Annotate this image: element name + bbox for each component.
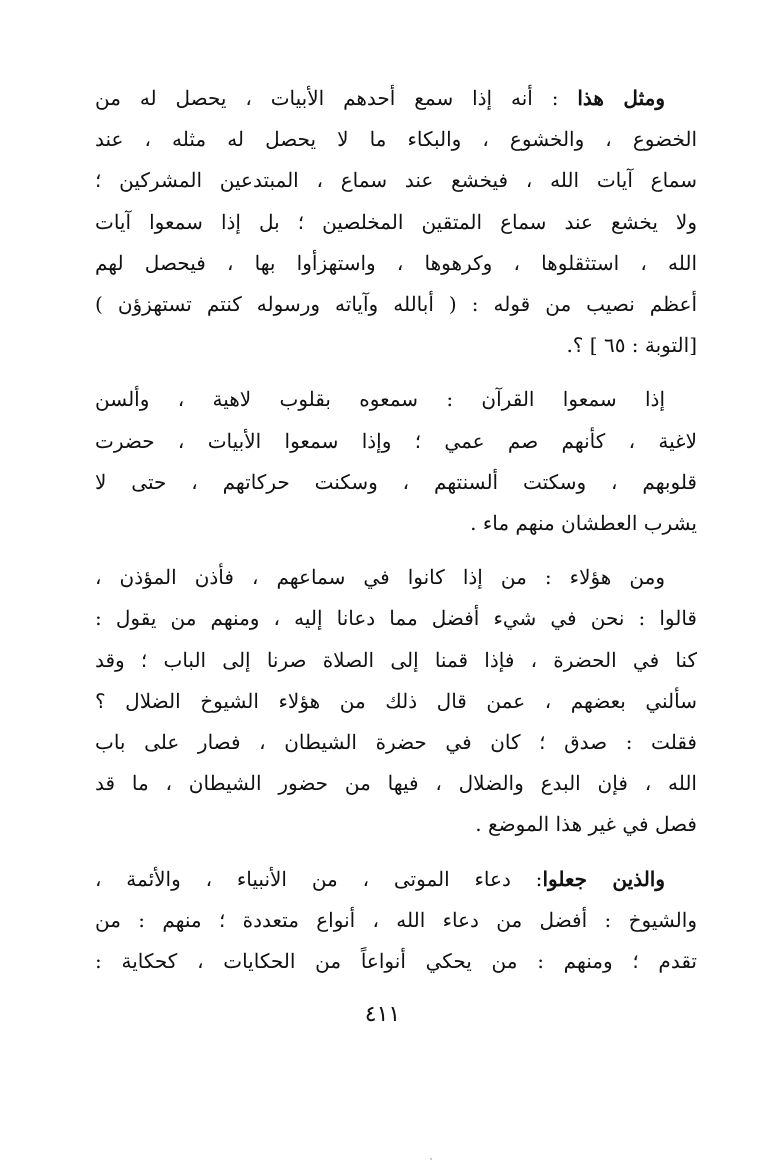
text-line: قالوا : نحن في شيء أفضل مما دعانا إليه ، ومنهم من يقول :	[95, 606, 697, 631]
paragraph-lead: والذين جعلوا	[542, 866, 665, 891]
text-line: الخضوع ، والخشوع ، والبكاء ما لا يحصل له مثله ، عند	[95, 127, 697, 152]
text-line: ولا يخشع عند سماع المتقين المخلصين ؛ بل إذا سمعوا آيات	[95, 209, 697, 234]
paragraph-4	[95, 859, 697, 983]
page-number: ٤١١	[364, 1002, 401, 1027]
text-line: الله ، استثقلوها ، وكرهوها ، واستهزأوا بها ، فيحصل لهم	[95, 250, 697, 275]
text-line: قلوبهم ، وسكتت ألسنتهم ، وسكنت حركاتهم ، حتى لا	[95, 469, 697, 494]
text-line: يشرب العطشان منهم ماء .	[470, 511, 697, 536]
scan-speck	[430, 1158, 432, 1160]
paragraph-lead: ومثل هذا	[577, 86, 665, 110]
text-line: تقدم ؛ ومنهم : من يحكي أنواعاً من الحكايات ، كحكاية :	[95, 949, 697, 974]
text-line: ومن هؤلاء : من إذا كانوا في سماعهم ، فأذن المؤذن ،	[95, 565, 665, 590]
paragraph-3	[95, 557, 697, 845]
paragraph-2	[95, 379, 697, 544]
line-text: : أنه إذا سمع أحدهم الأبيات ، يحصل له من	[95, 86, 578, 110]
text-line	[95, 78, 697, 119]
text-line: [التوبة : ٦٥ ] ؟.	[566, 333, 697, 358]
text-line: أعظم نصيب من قوله : ( أبالله وآياته ورسوله كنتم تستهزؤن )	[95, 292, 697, 317]
paragraph-1	[95, 78, 697, 366]
text-line: والشيوخ : أفضل من دعاء الله ، أنواع متعددة ؛ منهم : من	[95, 907, 697, 932]
text-line: سألني بعضهم ، عمن قال ذلك من هؤلاء الشيوخ الضلال ؟	[95, 688, 697, 713]
text-line: كنا في الحضرة ، فإذا قمنا إلى الصلاة صرنا إلى الباب ؛ وقد	[95, 647, 697, 672]
line-text: : دعاء الموتى ، من الأنبياء ، والأئمة ،	[95, 866, 543, 891]
text-line: لاغية ، كأنهم صم عمي ؛ وإذا سمعوا الأبيات ، حضرت	[95, 428, 697, 453]
text-line: سماع آيات الله ، فيخشع عند سماع ، المبتدعين المشركين ؛	[95, 168, 697, 193]
text-line: الله ، فإن البدع والضلال ، فيها من حضور الشيطان ، ما قد	[95, 771, 697, 796]
text-line: فقلت : صدق ؛ كان في حضرة الشيطان ، فصار على باب	[95, 730, 697, 755]
document-page	[95, 78, 697, 982]
text-line: فصل في غير هذا الموضع .	[475, 812, 697, 837]
text-line: إذا سمعوا القرآن : سمعوه بقلوب لاهية ، وألسن	[95, 387, 665, 412]
text-line	[95, 859, 697, 900]
